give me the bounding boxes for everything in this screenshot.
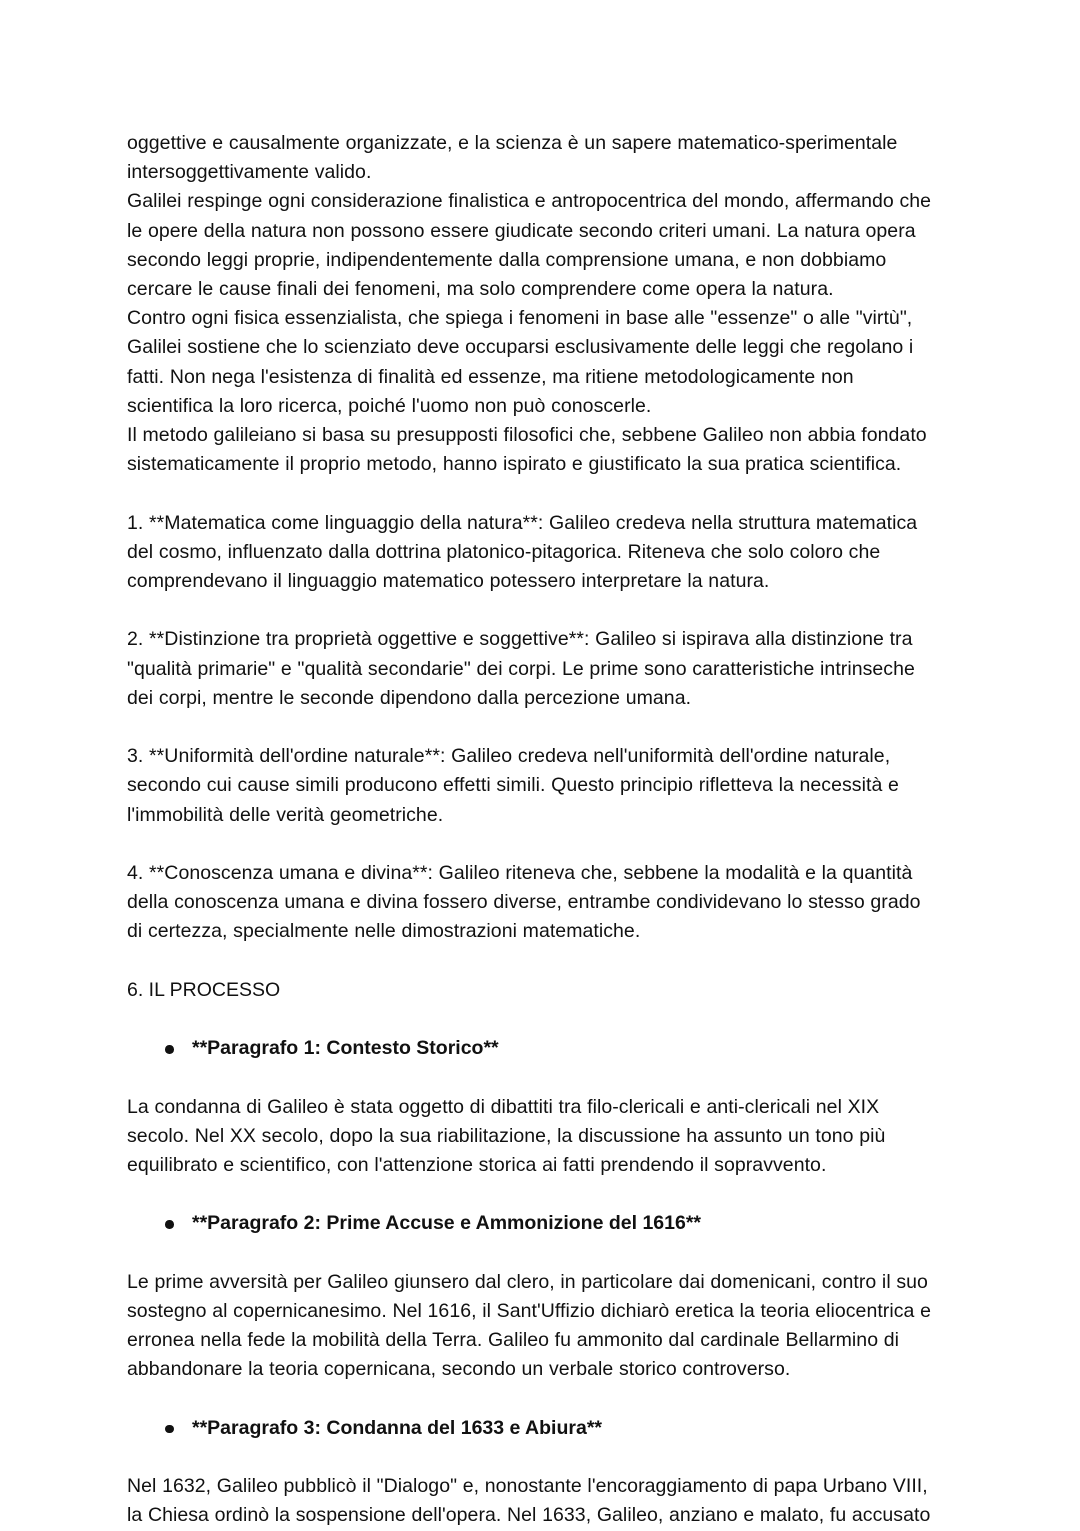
paragraph-spacer (127, 1239, 951, 1268)
list-item (127, 1034, 951, 1063)
bullet-list (127, 1034, 951, 1063)
text-line: della conoscenza umana e divina fossero diverse, entrambe condividevano lo stesso grado (127, 891, 921, 914)
bullet-dot-icon (165, 1045, 174, 1054)
text-line: erronea nella fede la mobilità della Terra. Galileo fu ammonito dal cardinale Bellarmino di (127, 1329, 900, 1352)
numbered-item-3 (127, 742, 951, 830)
paragraph-spacer (127, 1063, 951, 1092)
text-line: sostegno al copernicanesimo. Nel 1616, il Sant'Uffizio dichiarò eretica la teoria eliocentrica e (127, 1299, 931, 1322)
text-line: equilibrato e scientifico, con l'attenzione storica ai fatti prendendo il sopravvento. (127, 1154, 827, 1176)
paragraph-spacer (127, 596, 951, 625)
text-line: comprendevano il linguaggio matematico potessero interpretare la natura. (127, 570, 770, 593)
bullet-dot-icon (165, 1220, 174, 1229)
text-line: 3. **Uniformità dell'ordine naturale**: Galileo credeva nell'uniformità dell'ordine naturale, (127, 745, 891, 768)
paragraph-spacer (127, 830, 951, 859)
paragraph-after-bullet-1 (127, 1093, 951, 1181)
text-line: secondo cui cause simili producono effetti simili. Questo principio rifletteva la necessità e (127, 774, 899, 797)
text-line: Le prime avversità per Galileo giunsero dal clero, in particolare dai domenicani, contro il suo (127, 1270, 928, 1293)
paragraph-after-bullet-3 (127, 1472, 951, 1530)
text-line: intersoggettivamente valido. (127, 161, 372, 184)
text-line: "qualità primarie" e "qualità secondarie" dei corpi. Le prime sono caratteristiche intrinseche (127, 657, 915, 680)
text-line: l'immobilità delle verità geometriche. (127, 803, 444, 826)
text-line: di certezza, specialmente nelle dimostrazioni matematiche. (127, 920, 641, 943)
intro-paragraph-block (127, 129, 951, 479)
text-line: oggettive e causalmente organizzate, e la scienza è un sapere matematico-sperimentale (127, 132, 898, 154)
text-line: Nel 1632, Galileo pubblicò il "Dialogo" e, nonostante l'encoraggiamento di papa Urbano VIII, (127, 1475, 928, 1498)
numbered-item-2 (127, 625, 951, 713)
paragraph-spacer (127, 1385, 951, 1414)
text-line: dei corpi, mentre le seconde dipendono dalla percezione umana. (127, 686, 692, 709)
bullet-list (127, 1209, 951, 1238)
text-line: 4. **Conoscenza umana e divina**: Galileo riteneva che, sebbene la modalità e la quantità (127, 862, 913, 885)
text-line: sistematicamente il proprio metodo, hanno ispirato e giustificato la sua pratica scientifica. (127, 453, 902, 476)
bullet-dot-icon (165, 1425, 174, 1434)
list-item-label: **Paragrafo 2: Prime Accuse e Ammonizione del 1616** (192, 1212, 702, 1235)
paragraph-spacer (127, 1180, 951, 1209)
text-line: scientifica la loro ricerca, poiché l'uomo non può conoscerle. (127, 394, 652, 417)
paragraph-after-bullet-2 (127, 1268, 951, 1385)
paragraph-spacer (127, 947, 951, 976)
text-line: del cosmo, influenzato dalla dottrina platonico-pitagorica. Riteneva che solo coloro che (127, 540, 881, 563)
list-item (127, 1209, 951, 1238)
list-item-label: **Paragrafo 1: Contesto Storico** (192, 1037, 499, 1060)
paragraph-spacer (127, 713, 951, 742)
text-line: La condanna di Galileo è stata oggetto di dibattiti tra filo-clericali e anti-clericali nel XIX (127, 1095, 880, 1118)
paragraph-spacer (127, 1443, 951, 1472)
text-line: 2. **Distinzione tra proprietà oggettive e soggettive**: Galileo si ispirava alla distinzione tra (127, 628, 913, 651)
text-line: la Chiesa ordinò la sospensione dell'opera. Nel 1633, Galileo, anziano e malato, fu accusato (127, 1504, 931, 1527)
text-line: Galilei respinge ogni considerazione finalistica e antropocentrica del mondo, affermando che (127, 190, 932, 213)
numbered-item-1 (127, 509, 951, 597)
text-line: Contro ogni fisica essenzialista, che spiega i fenomeni in base alle "essenze" o alle "virtù", (127, 307, 913, 330)
text-line: Il metodo galileiano si basa su presupposti filosofici che, sebbene Galileo non abbia fondato (127, 424, 927, 447)
section-heading: 6. IL PROCESSO (127, 978, 281, 1001)
text-line: 1. **Matematica come linguaggio della natura**: Galileo credeva nella struttura matematica (127, 511, 918, 534)
text-line: secolo. Nel XX secolo, dopo la sua riabilitazione, la discussione ha assunto un tono più (127, 1124, 886, 1147)
text-line: Galilei sostiene che lo scienziato deve occuparsi esclusivamente delle leggi che regolano i (127, 336, 914, 359)
text-line: cercare le cause finali dei fenomeni, ma solo comprendere come opera la natura. (127, 278, 834, 301)
list-item-label: **Paragrafo 3: Condanna del 1633 e Abiura** (192, 1416, 602, 1439)
bullet-list (127, 1414, 951, 1443)
paragraph-spacer (127, 1005, 951, 1034)
text-line: le opere della natura non possono essere giudicate secondo criteri umani. La natura opera (127, 219, 916, 242)
text-line: abbandonare la teoria copernicana, secondo un verbale storico controverso. (127, 1358, 791, 1381)
paragraph-spacer (127, 479, 951, 508)
numbered-item-4 (127, 859, 951, 947)
text-line: fatti. Non nega l'esistenza di finalità ed essenze, ma ritiene metodologicamente non (127, 365, 854, 388)
list-item (127, 1414, 951, 1443)
document-body (127, 129, 951, 1531)
text-line: secondo leggi proprie, indipendentemente dalla comprensione umana, e non dobbiamo (127, 248, 887, 271)
